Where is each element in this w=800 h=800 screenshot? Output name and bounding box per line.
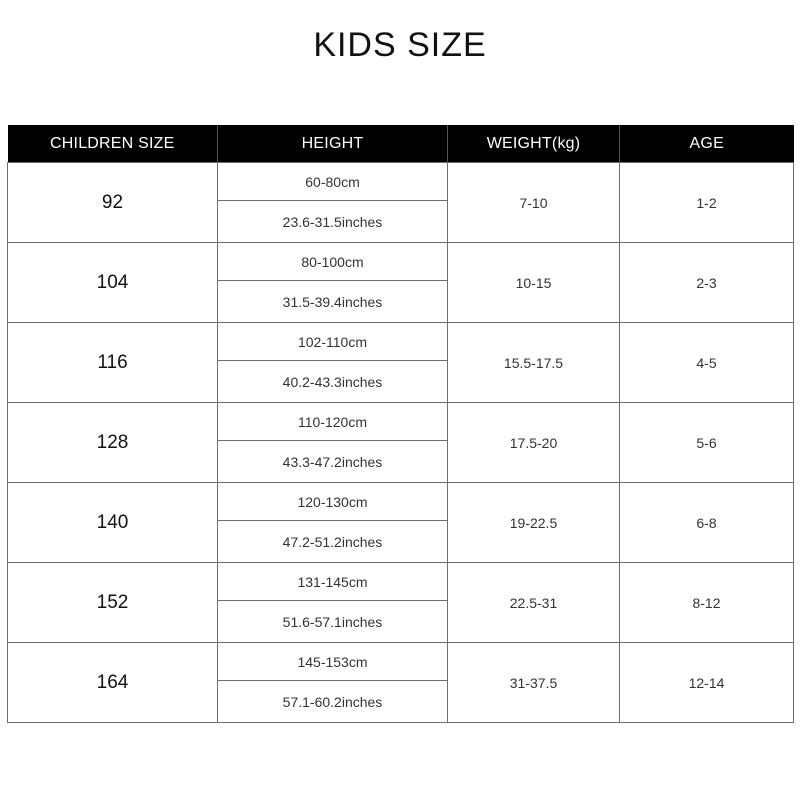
children-size-cell: 140	[8, 483, 218, 563]
height-cm-cell: 80-100cm	[218, 243, 448, 281]
header-height: HEIGHT	[218, 125, 448, 163]
age-cell: 5-6	[620, 403, 794, 483]
table-row	[8, 323, 794, 361]
children-size-cell: 104	[8, 243, 218, 323]
height-cm-cell: 110-120cm	[218, 403, 448, 441]
height-inches-cell: 47.2-51.2inches	[218, 521, 448, 563]
height-cm-cell: 102-110cm	[218, 323, 448, 361]
age-cell: 12-14	[620, 643, 794, 723]
children-size-cell: 164	[8, 643, 218, 723]
children-size-cell: 116	[8, 323, 218, 403]
height-cm-cell: 120-130cm	[218, 483, 448, 521]
height-inches-cell: 23.6-31.5inches	[218, 201, 448, 243]
page-title: KIDS SIZE	[313, 26, 487, 64]
size-chart-table	[7, 125, 794, 723]
weight-cell: 10-15	[448, 243, 620, 323]
height-cm-cell: 145-153cm	[218, 643, 448, 681]
height-inches-cell: 57.1-60.2inches	[218, 681, 448, 723]
height-cm-cell: 131-145cm	[218, 563, 448, 601]
age-cell: 6-8	[620, 483, 794, 563]
children-size-cell: 92	[8, 163, 218, 243]
height-cm-cell: 60-80cm	[218, 163, 448, 201]
weight-cell: 31-37.5	[448, 643, 620, 723]
table-row	[8, 563, 794, 601]
children-size-cell: 128	[8, 403, 218, 483]
header-weight: WEIGHT(kg)	[448, 125, 620, 163]
age-cell: 8-12	[620, 563, 794, 643]
age-cell: 2-3	[620, 243, 794, 323]
table-header-row	[8, 125, 794, 163]
table-row	[8, 643, 794, 681]
age-cell: 4-5	[620, 323, 794, 403]
table-row	[8, 243, 794, 281]
weight-cell: 17.5-20	[448, 403, 620, 483]
header-age: AGE	[620, 125, 794, 163]
height-inches-cell: 43.3-47.2inches	[218, 441, 448, 483]
weight-cell: 7-10	[448, 163, 620, 243]
height-inches-cell: 31.5-39.4inches	[218, 281, 448, 323]
weight-cell: 22.5-31	[448, 563, 620, 643]
height-inches-cell: 51.6-57.1inches	[218, 601, 448, 643]
table-row	[8, 163, 794, 201]
weight-cell: 19-22.5	[448, 483, 620, 563]
children-size-cell: 152	[8, 563, 218, 643]
height-inches-cell: 40.2-43.3inches	[218, 361, 448, 403]
header-children-size: CHILDREN SIZE	[8, 125, 218, 163]
table-row	[8, 403, 794, 441]
age-cell: 1-2	[620, 163, 794, 243]
table-row	[8, 483, 794, 521]
weight-cell: 15.5-17.5	[448, 323, 620, 403]
